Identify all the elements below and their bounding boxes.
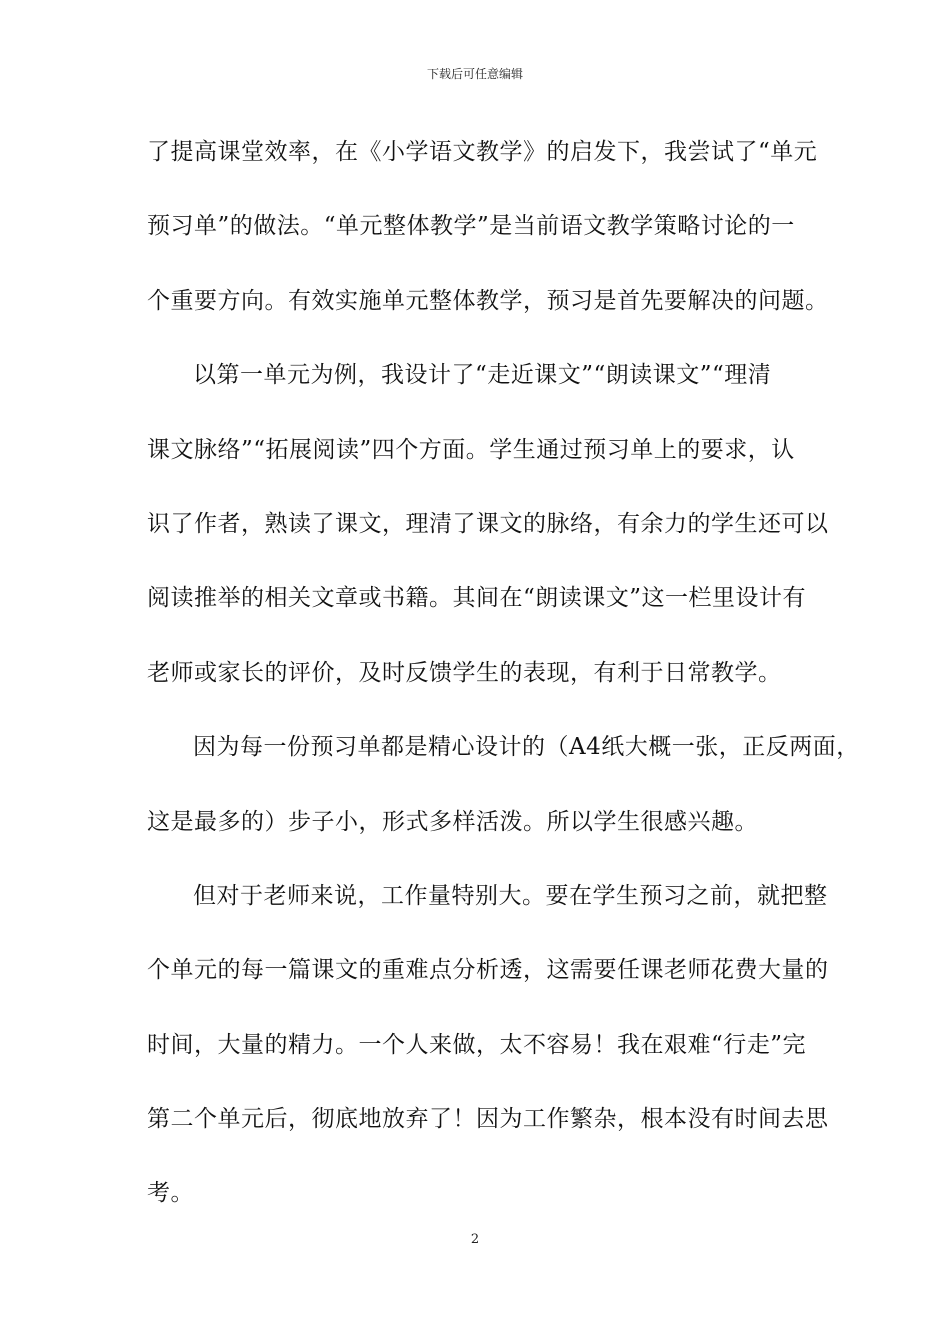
text-line: 课文脉络”“拓展阅读”四个方面。学生通过预习单上的要求，认 [147,436,795,463]
text-line: 以第一单元为例，我设计了“走近课文”“朗读课文”“理清 [193,362,772,389]
text-line: 个重要方向。有效实施单元整体教学，预习是首先要解决的问题。 [147,287,829,314]
text-line: 了提高课堂效率，在《小学语文教学》的启发下，我尝试了“单元 [147,139,818,165]
text-line: 但对于老师来说，工作量特别大。要在学生预习之前，就把整 [193,882,828,909]
page-number: 2 [470,1232,480,1247]
text-line: 考。 [147,1180,194,1207]
text-line: 因为每一份预习单都是精心设计的（A4纸大概一张，正反两面， [193,734,860,761]
text-line: 预习单”的做法。“单元整体教学”是当前语文教学策略讨论的一 [147,213,795,240]
text-line: 阅读推举的相关文章或书籍。其间在“朗读课文”这一栏里设计有 [147,585,807,612]
text-line: 识了作者，熟读了课文，理清了课文的脉络，有余力的学生还可以 [147,510,829,537]
text-line: 时间，大量的精力。一个人来做，太不容易！我在艰难“行走”完 [147,1031,807,1058]
text-line: 个单元的每一篇课文的重难点分析透，这需要任课老师花费大量的 [147,957,829,984]
text-line: 这是最多的）步子小，形式多样活泼。所以学生很感兴趣。 [147,808,758,835]
text-line: 老师或家长的评价，及时反馈学生的表现，有利于日常教学。 [147,659,782,686]
text-line: 第二个单元后，彻底地放弃了！因为工作繁杂，根本没有时间去思 [147,1106,829,1133]
document-body [147,130,860,1246]
page-header: 下载后可任意编辑 [426,67,523,81]
